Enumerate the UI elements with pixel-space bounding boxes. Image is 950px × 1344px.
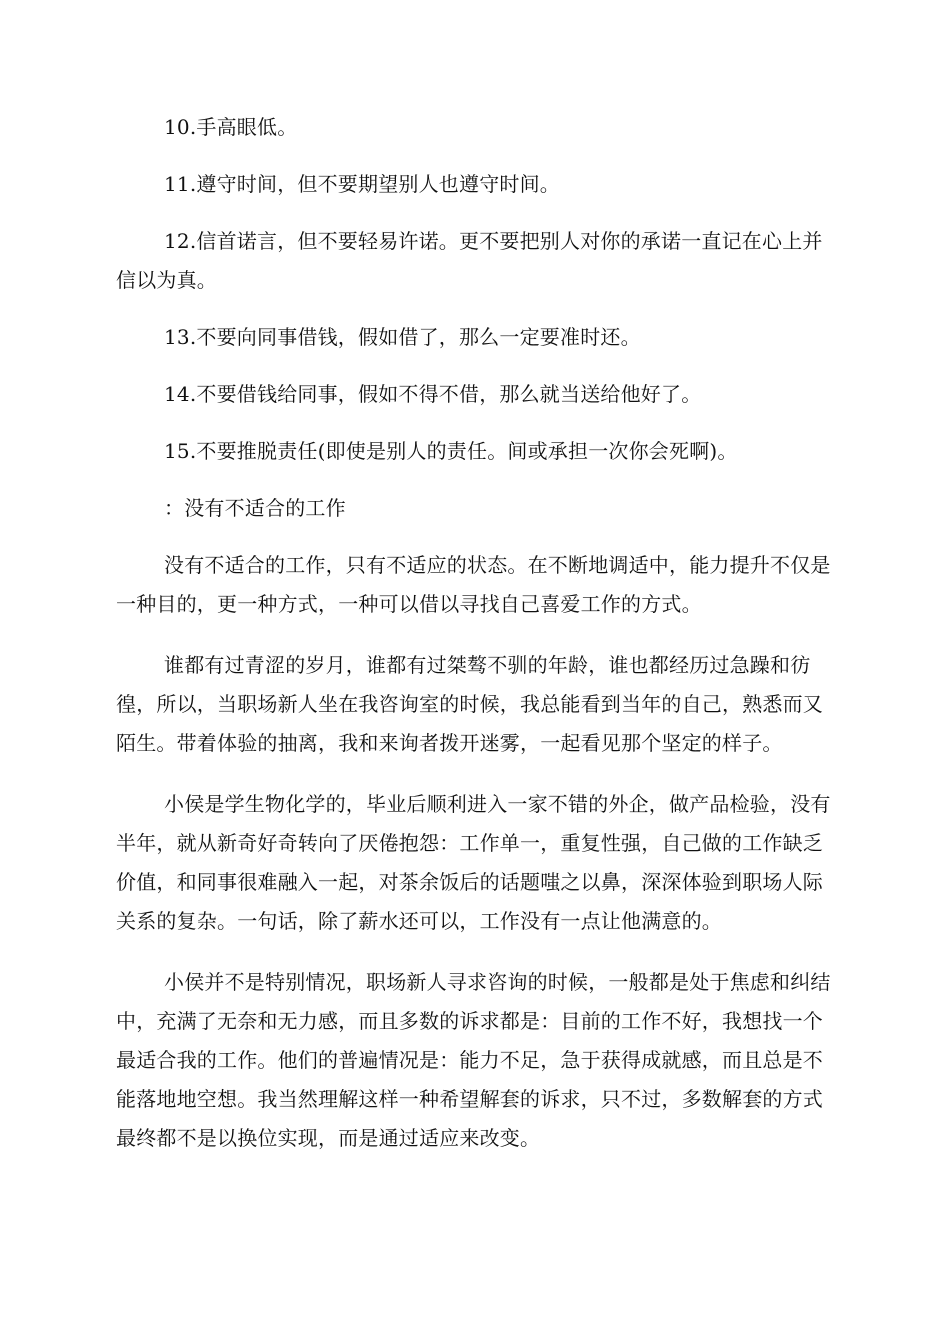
paragraph: 小侯并不是特别情况，职场新人寻求咨询的时候，一般都是处于焦虑和纠结中，充满了无奈和无力感，而且多数的诉求都是：目前的工作不好，我想找一个最适合我的工作。他们的普遍情况是：能力不足，急于获得成就感，而且总是不能落地地空想。我当然理解这样一种希望解套的诉求，只不过，多数解套的方式最终都不是以换位实现，而是通过适应来改变。 (116, 970, 831, 1150)
list-item-15: 15.不要推脱责任(即使是别人的责任。间或承担一次你会死啊)。 (164, 439, 738, 463)
section-heading: ：没有不适合的工作 (164, 496, 346, 520)
paragraph: 没有不适合的工作，只有不适应的状态。在不断地调适中，能力提升不仅是一种目的，更一种方式，一种可以借以寻找自己喜爱工作的方式。 (116, 553, 831, 616)
list-item-13: 13.不要向同事借钱，假如借了，那么一定要准时还。 (164, 325, 641, 349)
list-item-10: 10.手高眼低。 (164, 115, 298, 139)
list-item-12: 12.信首诺言，但不要轻易许诺。更不要把别人对你的承诺一直记在心上并信以为真。 (116, 229, 823, 292)
list-item-11: 11.遵守时间，但不要期望别人也遵守时间。 (164, 172, 561, 196)
paragraph: 谁都有过青涩的岁月，谁都有过桀骜不驯的年龄，谁也都经历过急躁和彷徨，所以，当职场新人坐在我咨询室的时候，我总能看到当年的自己，熟悉而又陌生。带着体验的抽离，我和来询者拨开迷雾，一起看见那个坚定的样子。 (116, 653, 823, 755)
paragraph: 小侯是学生物化学的，毕业后顺利进入一家不错的外企，做产品检验，没有半年，就从新奇好奇转向了厌倦抱怨：工作单一，重复性强，自己做的工作缺乏价值，和同事很难融入一起，对茶余饭后的话题嗤之以鼻，深深体验到职场人际关系的复杂。一句话，除了薪水还可以，工作没有一点让他满意的。 (116, 792, 831, 933)
list-item-14: 14.不要借钱给同事，假如不得不借，那么就当送给他好了。 (164, 382, 702, 406)
document-body (116, 108, 836, 1180)
